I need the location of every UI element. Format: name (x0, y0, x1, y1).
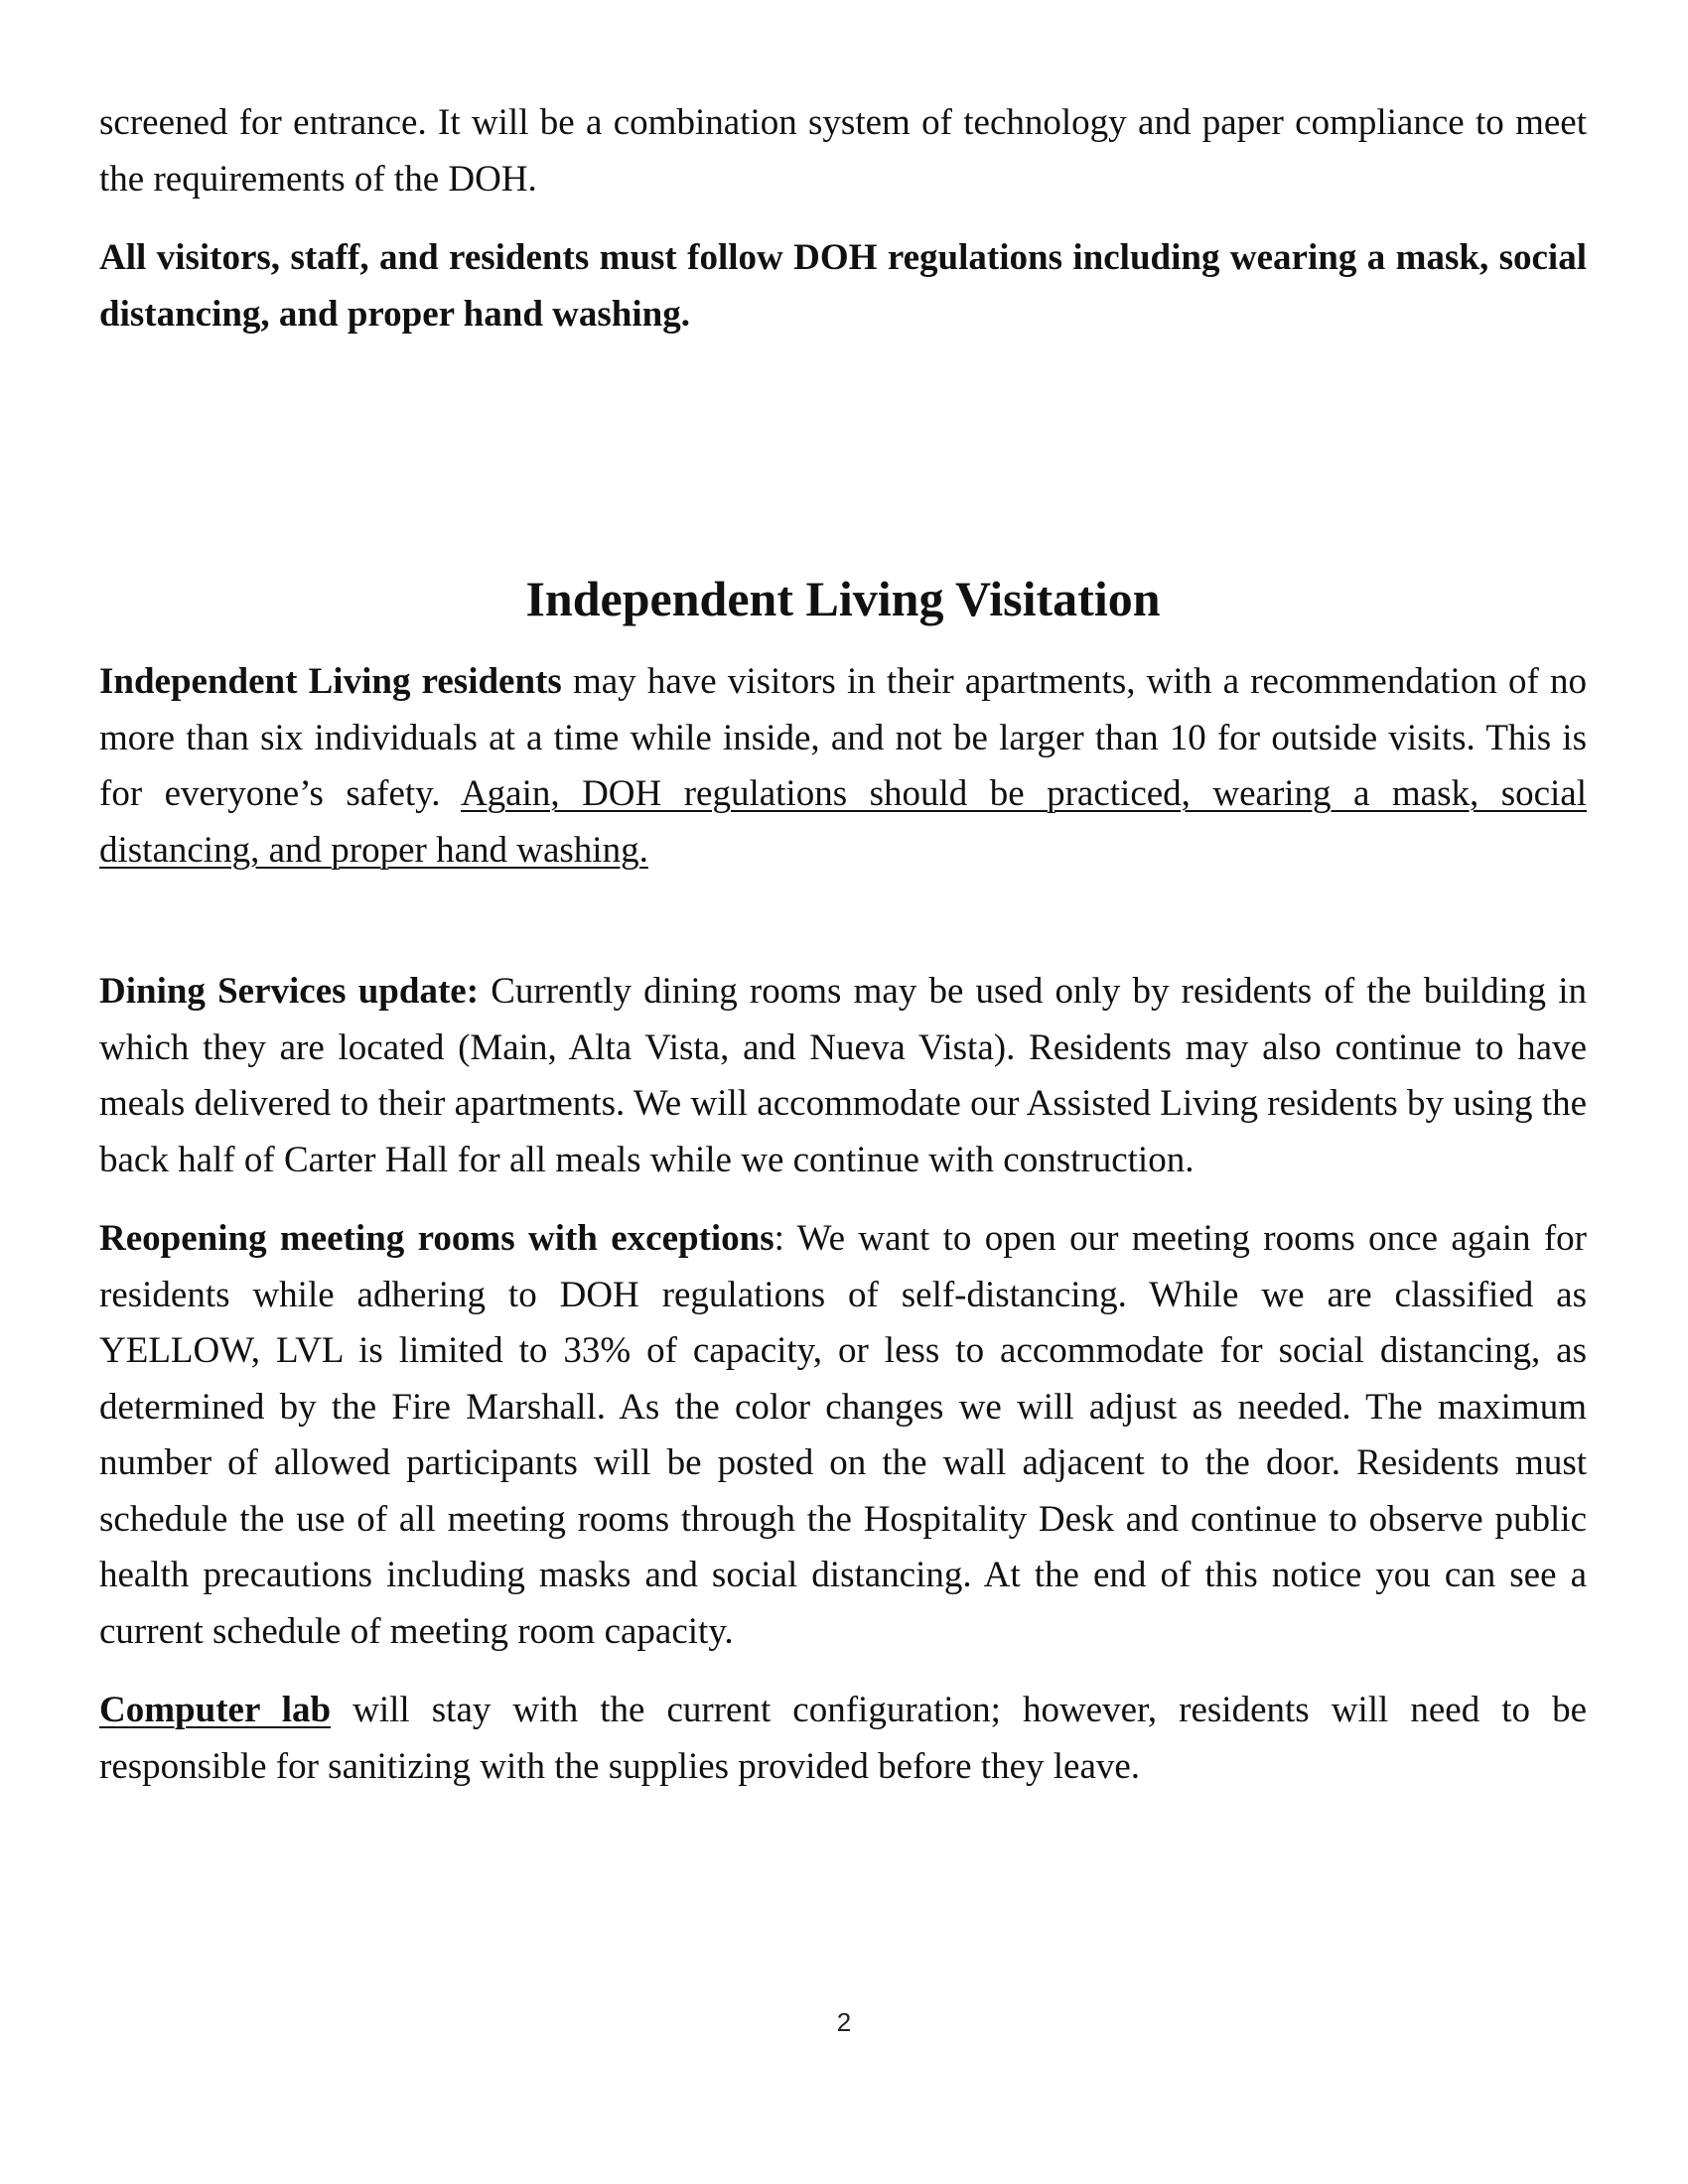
page-number: 2 (836, 2007, 852, 2037)
document-page (99, 95, 1587, 1795)
visitation-text: may have visitors in their apartments, with a recommendation of no more than six individuals at a time while inside, and not be larger than 10 for outside visits. This is for everyone’s safety. (99, 661, 1588, 814)
section-title: Independent Living Visitation (525, 571, 1161, 626)
visitation-paragraph (99, 654, 1587, 879)
dining-lead: Dining Services update: (99, 971, 480, 1012)
intro-paragraph: screened for entrance. It will be a combination system of technology and paper compliance to meet the requirements of the DOH. (99, 102, 1587, 200)
computer-lab-lead: Computer lab (99, 1690, 332, 1730)
dining-text: Currently dining rooms may be used only by residents of the building in which they are located (Main, Alta Vista, and Nueva Vista). Residents may also continue to have meals delivered to their apartments. We will accommodate our Assisted Living residents by using the back half of Carter Hall for all meals while we continue with construction. (99, 971, 1587, 1180)
meeting-rooms-text: : We want to open our meeting rooms once again for residents while adhering to DOH regulations of self-distancing. While we are classified as YELLOW, LVL is limited to 33% of capacity, or less to accommodate for social distancing, as determined by the Fire Marshall. As the color changes we will adjust as needed. The maximum number of allowed participants will be posted on the wall adjacent to the door. Residents must schedule the use of all meeting rooms through the Hospitality Desk and continue to observe public health precautions including masks and social distancing. At the end of this notice you can see a current schedule of meeting room capacity. (99, 1218, 1587, 1652)
meeting-rooms-lead: Reopening meeting rooms with exceptions (99, 1218, 774, 1259)
dining-paragraph (99, 964, 1587, 1188)
visitation-lead: Independent Living residents (99, 661, 562, 702)
meeting-rooms-paragraph (99, 1211, 1587, 1660)
visitation-underlined-note: Again, DOH regulations should be practiced, wearing a mask, social distancing, and proper hand washing. (99, 773, 1588, 871)
regulations-notice: All visitors, staff, and residents must follow DOH regulations including wearing a mask, social distancing, and proper hand washing. (99, 237, 1587, 335)
computer-lab-paragraph (99, 1683, 1587, 1795)
computer-lab-text: will stay with the current configuration; however, residents will need to be responsible for sanitizing with the supplies provided before they leave. (99, 1690, 1587, 1787)
